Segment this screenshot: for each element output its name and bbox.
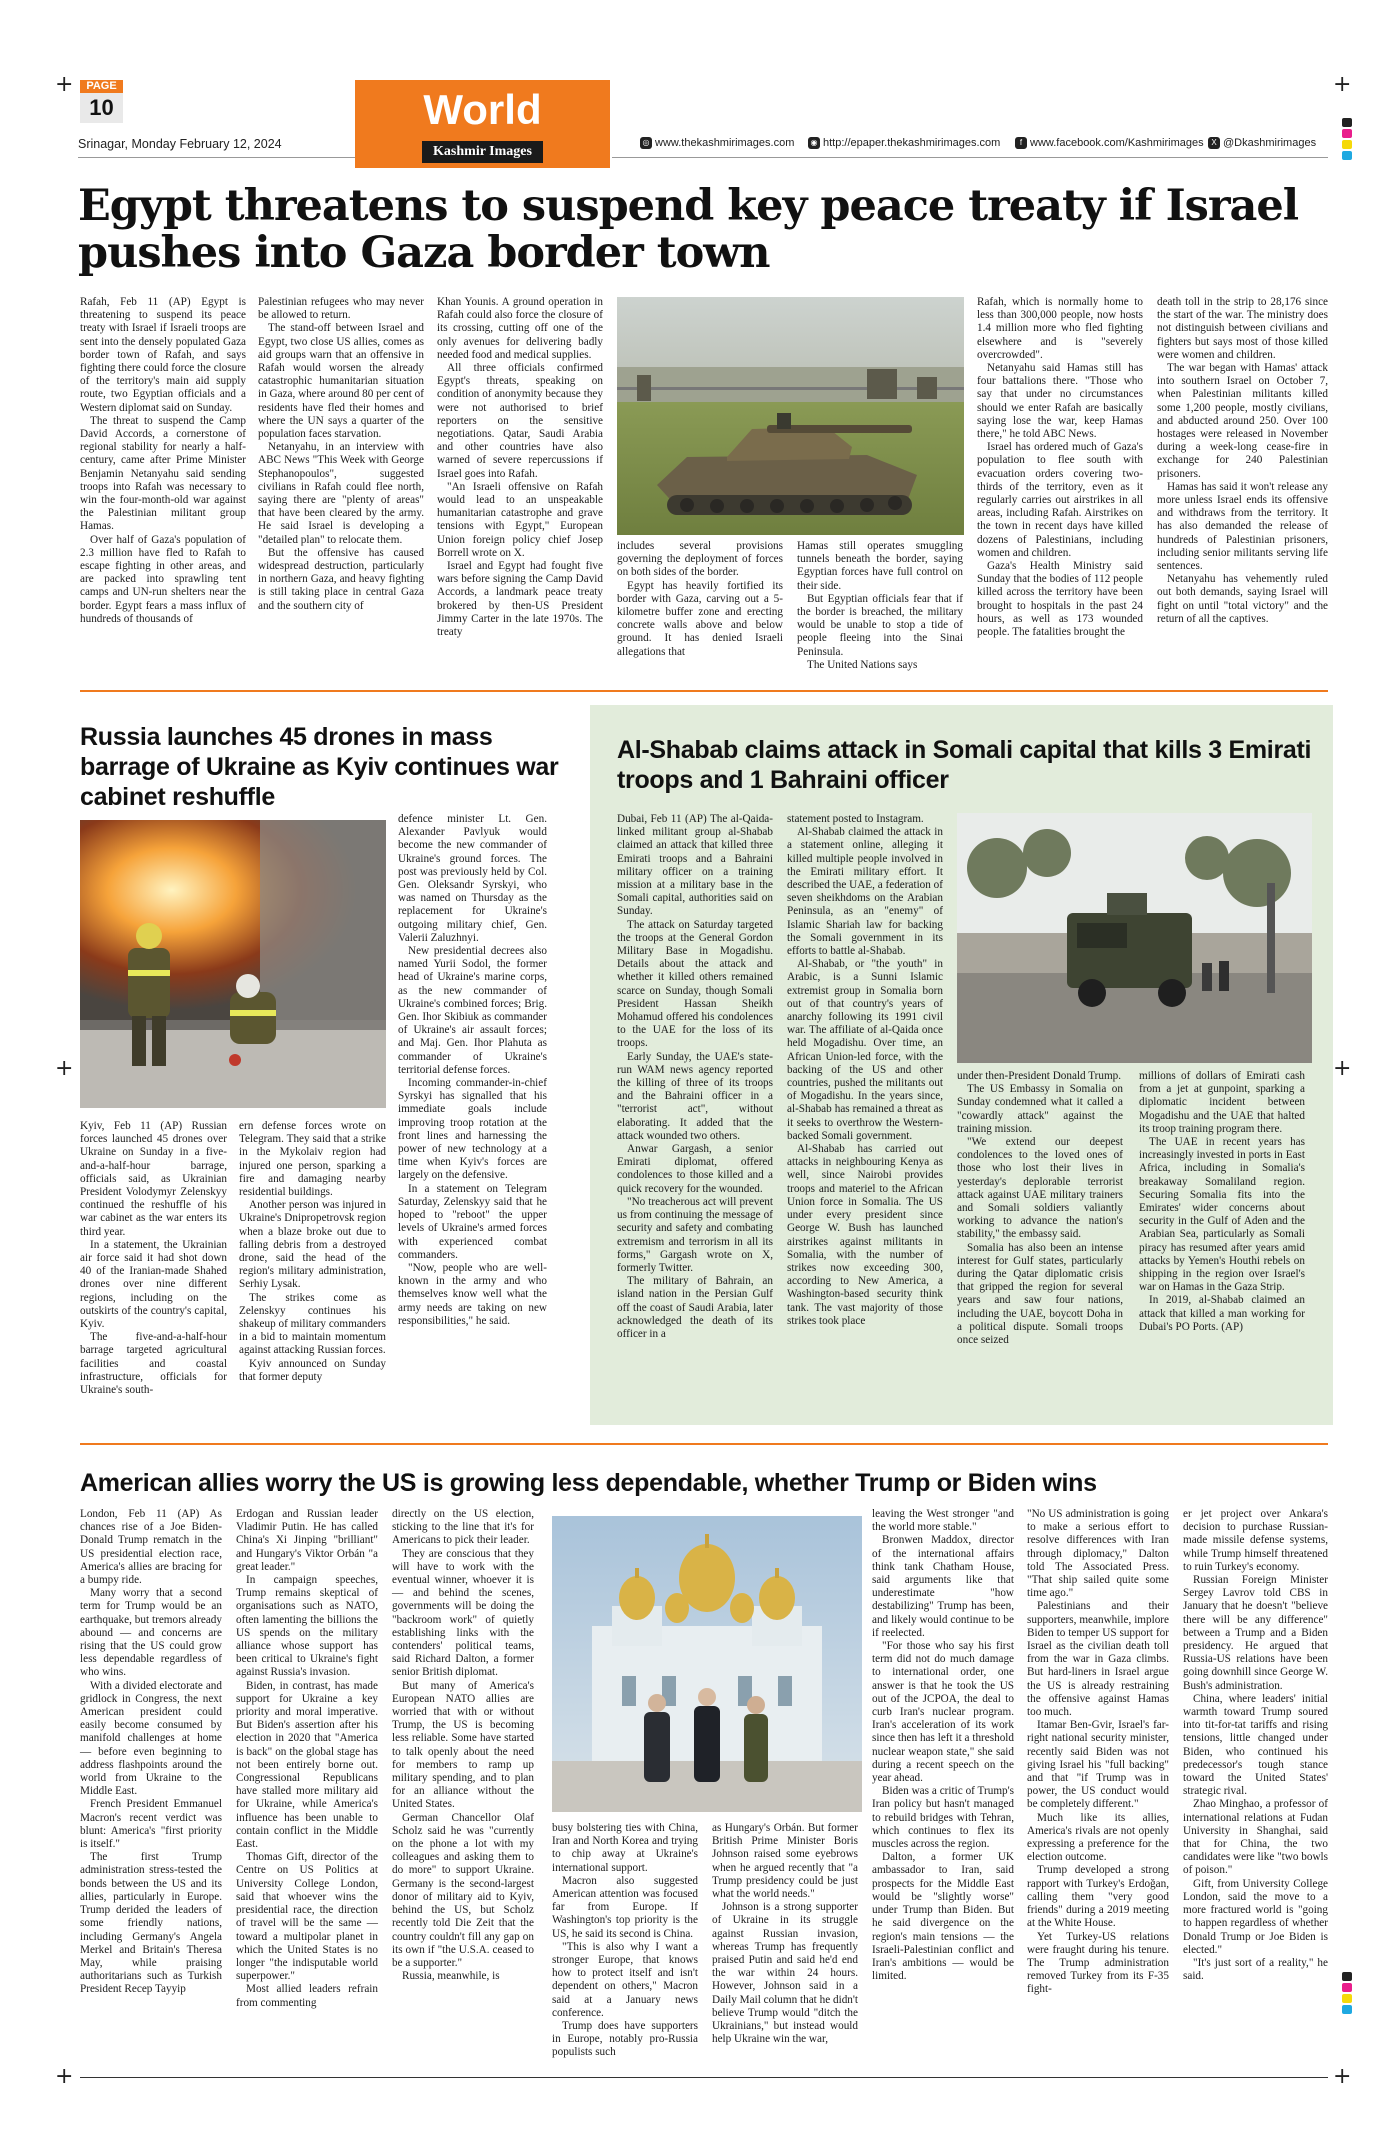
article-paragraph: Egypt has heavily fortified its border with Gaza, carving out a 5-kilometre buffer zone and erecting concrete walls above and below ground. It has denied Israeli allegations that: [617, 579, 783, 658]
article-paragraph: er jet project over Ankara's decision to purchase Russian-made missile defense systems, while Trump himself threatened to ruin Turkey's economy.: [1183, 1508, 1328, 1573]
black-swatch: [1342, 1972, 1352, 1981]
registration-mark-bottom-left: +: [55, 2064, 74, 2089]
article-paragraph: millions of dollars of Emirati cash from a jet at gunpoint, sparking a diplomatic incident between Mogadishu and the UAE that halted its troop training program there.: [1139, 1070, 1305, 1135]
article-paragraph: under then-President Donald Trump.: [957, 1070, 1122, 1082]
article-paragraph: "We extend our deepest condolences to the loved ones of those who lost their lives in yesterday's deplorable terrorist attack against UAE military trainers and Somali soldiers valiantly working to advance the nation's stability," the embassy said.: [957, 1136, 1123, 1241]
article-paragraph: "No US administration is going to make a serious effort to resolve differences with Iran through diplomacy," Dalton told The Associated Press. "That ship sailed quite some time ago.": [1027, 1508, 1169, 1600]
article-paragraph: leaving the West stronger "and the world more stable.": [872, 1508, 1014, 1534]
page-number: 10: [80, 93, 123, 123]
cyan-swatch: [1342, 151, 1352, 160]
section-flag: [355, 80, 610, 168]
article-paragraph: Dalton, a former UK ambassador to Iran, said prospects for the Middle East would be "slightly worse" under Trump than Biden. But he said divergence on the region's main tensions — the Israeli-Palestinian conflict and Iran's ambitions — would be limited.: [872, 1851, 1014, 1983]
color-bar-top: [1342, 118, 1352, 162]
article-paragraph: Early Sunday, the UAE's state-run WAM news agency reported the killing of three of its troops and the Bahraini officer in a "terrorist act", without elaborating. It added that the attack wounded two others.: [617, 1050, 773, 1142]
color-bar-bottom: [1342, 1972, 1352, 2016]
article-paragraph: "An Israeli offensive on Rafah would lead to an unspeakable humanitarian catastrophe and grave tensions with Egypt," European Union foreign policy chief Josep Borrell wrote on X.: [437, 480, 603, 559]
yellow-swatch: [1342, 140, 1352, 149]
usallies-col-2: [236, 1508, 378, 2061]
article-paragraph: In a statement on Telegram Saturday, Zelenskyy said that he hoped to "reboot" the upper levels of Ukraine's armed forces with experienced combat commanders.: [398, 1182, 547, 1261]
dateline: Srinagar, Monday February 12, 2024: [78, 137, 282, 151]
somalia-headline[interactable]: Al-Shabab claims attack in Somali capital that kills 3 Emirati troops and 1 Bahraini officer: [617, 736, 1312, 794]
cathedral-image: [552, 1516, 862, 1812]
registration-mark-top-left: +: [55, 72, 74, 97]
article-paragraph: Zhao Minghao, a professor of international relations at Fudan University in Shanghai, said that for China, the two candidates were like "two bowls of poison.": [1183, 1798, 1328, 1877]
article-paragraph: as Hungary's Orbán. But former British Prime Minister Boris Johnson raised some eyebrows when he argued recently that "a Trump presidency could be just what the world needs.": [712, 1822, 858, 1901]
article-paragraph: "Now, people who are well-known in the army and who themselves know well what the army needs are taking on new responsibilities," he said.: [398, 1261, 547, 1327]
instagram-icon: ◎: [640, 137, 652, 149]
egypt-headline[interactable]: Egypt threatens to suspend key peace treaty if Israel pushes into Gaza border town: [78, 181, 1299, 278]
link-x[interactable]: X @Dkashmirimages: [1208, 137, 1316, 149]
article-paragraph: Al-Shabab has carried out attacks in neighbouring Kenya as well, since Nairobi provides troops and materiel to the African Union force in Somalia. The US under every president since George W. Bush has launched airstrikes against militants in Somalia, with the number of strikes now exceeding 300, according to New America, a Washington-based security think tank. The vast majority of those strikes took place: [787, 1143, 943, 1327]
usallies-photo-cathedral: [552, 1516, 862, 1812]
leader-figures: [644, 1688, 768, 1782]
article-paragraph: With a divided electorate and gridlock in Congress, the next American president could easily become consumed by manifold challenges at home — before even beginning to address flashpoints around the world from Ukraine to the Middle East.: [80, 1679, 222, 1798]
masthead-rule: [78, 157, 355, 158]
egypt-col-4: [617, 540, 783, 658]
article-paragraph: Over half of Gaza's population of 2.3 million have fled to Rafah to escape fighting in other areas, and are packed into sprawling tent camps and UN-run shelters near the border. Egypt fears a mass influx of hundreds of thousands of: [80, 533, 246, 625]
somalia-col-3: [957, 1070, 1123, 1413]
section-name: World: [423, 86, 542, 133]
usallies-col-5: [712, 1822, 858, 2061]
article-paragraph: Dubai, Feb 11 (AP) The al-Qaida-linked militant group al-Shabab claimed an attack that killed three Emirati troops and a Bahraini military officer on a training mission at a military base in the Somali capital, authorities said on Sunday.: [617, 813, 773, 918]
tank-image: [617, 297, 964, 535]
article-paragraph: statement posted to Instagram.: [787, 813, 924, 825]
article-paragraph: In campaign speeches, Trump remains skeptical of organisations such as NATO, often lamenting the billions the US spends on the military alliance whose support has been critical to Ukraine's fight against Russia's invasion.: [236, 1574, 378, 1679]
article-paragraph: Palestinian refugees who may never be allowed to return.: [258, 296, 424, 322]
article-paragraph: New presidential decrees also named Yurii Sodol, the former head of Ukraine's marine corps, as the new commander of Ukraine's combined forces; Brig. Gen. Ihor Skibiuk as commander of Ukraine's air assault forces; and Maj. Gen. Ihor Plahuta as commander of Ukraine's territorial defense forces.: [398, 945, 547, 1076]
article-paragraph: Hamas has said it won't release any more unless Israel ends its offensive and withdraws from the territory. It has also demanded the release of hundreds of Palestinian prisoners, including senior militants serving life sentences.: [1157, 480, 1328, 573]
article-paragraph: Biden, in contrast, has made support for Ukraine a key priority and moral imperative. But Biden's assertion after his election in 2020 that "America is back" on the global stage has not been entirely borne out. Congressional Republicans have stalled more military aid for Ukraine, while America's influence has been unable to contain conflict in the Middle East.: [236, 1679, 378, 1851]
article-paragraph: Palestinians and their supporters, meanwhile, implore Biden to temper US support for Israel as the civilian death toll from the war in Gaza climbs. But hard-liners in Israel argue the US is already restraining the offensive against Hamas too much.: [1027, 1600, 1169, 1719]
article-paragraph: The five-and-a-half-hour barrage targeted agricultural facilities and coastal infrastructure, officials for Ukraine's south-: [80, 1331, 227, 1397]
article-paragraph: The first Trump administration stress-tested the bonds between the US and its allies, particularly in Europe. Trump derided the leaders of some friendly nations, including Germany's Angela Merkel and Britain's Theresa May, while praising authoritarians such as Turkish President Recep Tayyip: [80, 1851, 222, 1996]
page-number-box: [80, 80, 123, 123]
article-paragraph: Netanyahu said Hamas still has four battalions there. "Those who say that under no circumstances should we enter Rafah are basically saying lose the war, keep Hamas there," he told ABC News.: [977, 362, 1143, 441]
article-paragraph: Many worry that a second term for Trump would be an earthquake, but tremors already abound — and concerns are rising that the US could grow less dependable regardless of who wins.: [80, 1587, 222, 1679]
article-paragraph: Biden was a critic of Trump's Iran policy but hasn't managed to rebuild bridges with Tehran, which continues to flex its muscles across the region.: [872, 1785, 1014, 1851]
magenta-swatch: [1342, 129, 1352, 138]
article-paragraph: Another person was injured in Ukraine's Dnipropetrovsk region when a blaze broke out due to falling debris from a destroyed drone, said the head of the region's military administration, Serhiy Lysak.: [239, 1199, 386, 1291]
article-paragraph: includes several provisions governing the deployment of forces on both sides of the border.: [617, 540, 783, 579]
article-paragraph: Gift, from University College London, said the move to a more fractured world is "going to happen regardless of whether Donald Trump or Joe Biden is elected.": [1183, 1877, 1328, 1956]
russia-col-2: [239, 1120, 386, 1420]
usallies-col-8: [1183, 1508, 1328, 2061]
usallies-headline[interactable]: American allies worry the US is growing less dependable, whether Trump or Biden wins: [80, 1469, 1097, 1497]
usallies-col-6: [872, 1508, 1014, 2061]
egypt-col-2: [258, 296, 424, 633]
article-paragraph: Bronwen Maddox, director of the international affairs think tank Chatham House, said arguments like that underestimate "how destabilizing" Trump has been, and likely would continue to be if reelected.: [872, 1534, 1014, 1639]
egypt-col-7: [1157, 296, 1328, 633]
article-paragraph: In 2019, al-Shabab claimed an attack that killed a man working for Dubai's PO Ports. (AP): [1139, 1294, 1305, 1333]
article-paragraph: "No treacherous act will prevent us from continuing the message of security and safety and combating extremism and terrorism in all its forms," Gargash wrote on X, formerly Twitter.: [617, 1195, 773, 1274]
article-paragraph: The UAE in recent years has increasingly invested in ports in East Africa, including in Somalia's breakaway Somaliland region. Securing Somalia fits into the Emirates' wider concerns about security in the Gulf of Aden and the Arabian Sea, particularly as Somali piracy has resumed after years amid attacks by Yemen's Houthi rebels on shipping in the region over Israel's war on Hamas in the Gaza Strip.: [1139, 1136, 1305, 1294]
article-paragraph: But the offensive has caused widespread destruction, particularly in northern Gaza, and heavy fighting is still taking place in central Gaza and the southern city of: [258, 546, 424, 612]
somalia-col-4: [1139, 1070, 1305, 1413]
article-paragraph: Al-Shabab claimed the attack in a statement online, alleging it killed multiple people involved in the Emirati military effort. It described the UAE, a federation of seven sheikhdoms on the Arabian Peninsula, as an "enemy" of Islamic Shariah law for backing the Somali government in its efforts to battle al-Shabab.: [787, 826, 943, 958]
article-paragraph: "For those who say his first term did not do much damage to international order, one answer is that he took the US out of the JCPOA, the deal to curb Iran's nuclear program. Iran's acceleration of its work since then has left it a threshold nuclear weapon state," she said during a recent speech on the year ahead.: [872, 1640, 1014, 1785]
usallies-col-1: [80, 1508, 222, 2061]
link-website[interactable]: ◎ www.thekashmirimages.com: [640, 137, 794, 149]
article-paragraph: Netanyahu has vehemently ruled out both demands, saying Israel will fight on until "total victory" and the return of all the captives.: [1157, 573, 1328, 625]
article-paragraph: Erdogan and Russian leader Vladimir Putin. He has called China's Xi Jinping "brilliant" and Hungary's Viktor Orbán "a great leader.": [236, 1508, 378, 1573]
somalia-col-2: [787, 813, 943, 1413]
russia-col-1: [80, 1120, 227, 1420]
article-paragraph: Rafah, Feb 11 (AP) Egypt is threatening to suspend its peace treaty with Israel if Israeli troops are sent into the densely populated Gaza border town of Rafah, and says fighting there could force the closure of the territory's main aid supply route, two Egyptian officials and a Western diplomat said on Sunday.: [80, 296, 246, 414]
article-paragraph: Rafah, which is normally home to less than 300,000 people, now hosts 1.4 million more who fled fighting elsewhere and is "severely overcrowded".: [977, 296, 1143, 361]
article-paragraph: But many of America's European NATO allies are worried that with or without Trump, the US is becoming less reliable. Some have started to talk openly about the need for members to ramp up military spending, and to plan for an alliance without the United States.: [392, 1679, 534, 1811]
article-paragraph: "It's just sort of a reality," he said.: [1183, 1956, 1328, 1983]
somalia-photo-vehicle: [957, 813, 1312, 1063]
article-paragraph: Macron also suggested American attention was focused far from Europe. If Washington's top priority is the US, he said its second is China.: [552, 1874, 698, 1940]
web-icon: ◉: [808, 137, 820, 149]
article-paragraph: But Egyptian officials fear that if the border is breached, the military would be unable to stop a tide of people fleeing into the Sinai Peninsula.: [797, 592, 963, 658]
article-paragraph: Yet Turkey-US relations were fraught during his tenure. The Trump administration removed Turkey from its F-35 fight-: [1027, 1930, 1169, 1996]
black-swatch: [1342, 118, 1352, 127]
article-paragraph: China, where leaders' initial warmth toward Trump soured into tit-for-tat tariffs and rising tensions, little changed under Biden, who continued his predecessor's tough stance toward the United States' strategic rival.: [1183, 1692, 1328, 1798]
article-paragraph: Trump developed a strong rapport with Turkey's Erdoğan, calling them "very good friends" during a 2019 meeting at the White House.: [1027, 1864, 1169, 1930]
article-paragraph: The threat to suspend the Camp David Accords, a cornerstone of regional stability for nearly a half-century, came after Prime Minister Benjamin Netanyahu said sending troops into Rafah was necessary to win the four-month-old war against the Palestinian militant group Hamas.: [80, 414, 246, 533]
article-paragraph: The military of Bahrain, an island nation in the Persian Gulf off the coast of Saudi Arabia, later acknowledged the death of its officer in a: [617, 1275, 773, 1340]
article-paragraph: Incoming commander-in-chief Syrskyi has signalled that his immediate goals include improving troop rotation at the front lines and harnessing the power of new technology at a time when Kyiv's forces are largely on the defensive.: [398, 1077, 547, 1182]
article-paragraph: Al-Shabab, or "the youth" in Arabic, is a Sunni Islamic extremist group in Somalia born out of that country's years of anarchy following its 1991 civil war. The affiliate of al-Qaida once held Mogadishu. Over time, an African Union-led force, with the backing of the US and other countries, pushed the militants out of Mogadishu. In the years since, al-Shabab has remained a threat as it seeks to overthrow the Western-backed Somali government.: [787, 958, 943, 1142]
article-paragraph: The stand-off between Israel and Egypt, two close US allies, comes as aid groups warn that an offensive in Rafah would worsen the already catastrophic humanitarian situation in Gaza, where around 80 per cent of residents have fled their homes and where the UN says a quarter of the population faces starvation.: [258, 322, 424, 441]
russia-headline[interactable]: Russia launches 45 drones in mass barrage of Ukraine as Kyiv continues war cabinet reshuffle: [80, 723, 559, 811]
egypt-col-5: [797, 540, 963, 671]
article-paragraph: directly on the US election, sticking to the line that it's for Americans to pick their leader.: [392, 1508, 534, 1547]
bottom-rule: [80, 2077, 1328, 2078]
article-paragraph: Khan Younis. A ground operation in Rafah could also force the closure of its crossing, cutting off one of the only avenues for delivering badly needed food and medical supplies.: [437, 296, 603, 361]
article-paragraph: Kyiv announced on Sunday that former deputy: [239, 1357, 386, 1383]
article-paragraph: The United Nations says: [807, 658, 918, 671]
article-paragraph: Kyiv, Feb 11 (AP) Russian forces launched 45 drones over Ukraine on Sunday in a five-and-a-half-hour barrage, officials said, as Ukrainian President Volodymyr Zelenskyy continued the reshuffle of his war cabinet as the war enters its third year.: [80, 1120, 227, 1238]
registration-mark-top-right: +: [1333, 72, 1352, 97]
section-divider-2: [80, 1443, 1328, 1445]
somalia-col-1: [617, 813, 773, 1413]
article-paragraph: In a statement, the Ukrainian air force said it had shot down 40 of the Iranian-made Shahed drones over nine different regions, including on the outskirts of the country's capital, Kyiv.: [80, 1238, 227, 1331]
military-vehicle-image: [957, 813, 1312, 1063]
article-paragraph: Somalia has also been an intense interest for Gulf states, particularly during the Qatar diplomatic crisis that gripped the region for several years and saw four nations, including the UAE, boycott Doha in a political dispute. Somali troops once seized: [957, 1241, 1123, 1347]
x-icon: X: [1208, 137, 1220, 149]
article-paragraph: Hamas still operates smuggling tunnels beneath the border, saying Egyptian forces have full control on their side.: [797, 540, 963, 592]
magenta-swatch: [1342, 1983, 1352, 1992]
firefighters-image: [80, 820, 386, 1108]
article-paragraph: Thomas Gift, director of the Centre on US Politics at University College London, said that whoever wins the presidential race, the direction of travel will be the same — toward a multipolar planet in which the United States is no longer "the indisputable world superpower.": [236, 1851, 378, 1983]
article-paragraph: French President Emmanuel Macron's recent verdict was blunt: America's "first priority is itself.": [80, 1798, 222, 1851]
usallies-col-4: [552, 1822, 698, 2061]
article-paragraph: All three officials confirmed Egypt's threats, speaking on condition of anonymity because they were not authorised to brief reporters on the sensitive negotiations. Qatar, Saudi Arabia and other countries have also warned of severe repercussions if Israel goes into Rafah.: [437, 362, 603, 480]
article-paragraph: death toll in the strip to 28,176 since the start of the war. The ministry does not distinguish between civilians and fighters but says most of those killed were women and children.: [1157, 296, 1328, 361]
article-paragraph: Israel has ordered much of Gaza's population to flee south with evacuation orders covering two-thirds of the territory, even as it regularly carries out airstrikes in all areas, including Rafah. Airstrikes on the town in recent days have killed dozens of Palestinians, including women and children.: [977, 441, 1143, 559]
section-divider-1: [80, 690, 1328, 692]
article-paragraph: Israel and Egypt had fought five wars before signing the Camp David Accords, a landmark peace treaty brokered by then-US President Jimmy Carter in the late 1970s. The treaty: [437, 560, 603, 639]
facebook-icon: f: [1015, 137, 1027, 149]
russia-photo-fire: [80, 820, 386, 1108]
registration-mark-mid-right: +: [1333, 1056, 1352, 1081]
registration-mark-mid-left: +: [55, 1056, 74, 1081]
article-paragraph: The war began with Hamas' attack into southern Israel on October 7, when Palestinian militants killed some 1,200 people, mostly civilians, and abducted around 250. Over 100 hostages were released in November during a week-long cease-fire in exchange for 240 Palestinian prisoners.: [1157, 362, 1328, 480]
article-paragraph: busy bolstering ties with China, Iran and North Korea and trying to chip away at Ukraine's international support.: [552, 1822, 698, 1874]
article-paragraph: ern defense forces wrote on Telegram. They said that a strike in the Mykolaiv region had injured one person, sparking a fire and damaging nearby residential buildings.: [239, 1120, 386, 1199]
brand-name: Kashmir Images: [422, 141, 543, 163]
article-paragraph: Gaza's Health Ministry said Sunday that the bodies of 112 people killed across the territory have been brought to hospitals in the past 24 hours, as well as 173 wounded people. The fatalities brought the: [977, 560, 1143, 639]
cyan-swatch: [1342, 2005, 1352, 2014]
article-paragraph: "This is also why I want a stronger Europe, that knows how to protect itself and isn't dependent on others," Macron said at a January news conference.: [552, 1940, 698, 2019]
egypt-col-3: [437, 296, 603, 639]
article-paragraph: Most allied leaders refrain from commenting: [236, 1983, 378, 2009]
article-paragraph: defence minister Lt. Gen. Alexander Pavlyuk would become the new commander of Ukraine's ground forces. The post was previously held by Col. Gen. Oleksandr Syrskyi, who was named on Thursday as the replacement for Ukraine's outgoing military chief, Gen. Valerii Zaluzhnyi.: [398, 813, 547, 944]
article-paragraph: Much like its allies, America's rivals are not openly expressing a preference for the election outcome.: [1027, 1811, 1169, 1864]
egypt-photo-tank: [617, 297, 964, 535]
usallies-col-3: [392, 1508, 534, 2061]
article-paragraph: The strikes come as Zelenskyy continues his shakeup of military commanders in a bid to maintain momentum against attacking Russian forces.: [239, 1291, 386, 1357]
article-paragraph: Netanyahu, in an interview with ABC News "This Week with George Stephanopoulos", suggested civilians in Rafah could flee north, saying there are "plenty of areas" that have been cleared by the army. He said Israel is developing a "detailed plan" to relocate them.: [258, 441, 424, 546]
russia-col-3: [398, 813, 547, 1420]
link-facebook[interactable]: f www.facebook.com/Kashmirimages: [1015, 137, 1204, 149]
article-paragraph: Russian Foreign Minister Sergey Lavrov told CBS in January that he doesn't "believe there will be any difference" between a Trump and a Biden presidency. He argued that Russia-US relations have been going downhill since George W. Bush's administration.: [1183, 1574, 1328, 1692]
article-paragraph: Itamar Ben-Gvir, Israel's far-right national security minister, recently said Biden was not giving Israel his "full backing" and that "if Trump was in power, the US conduct would be completely different.": [1027, 1719, 1169, 1811]
registration-mark-bottom-right: +: [1333, 2064, 1352, 2089]
masthead-rule-right: [612, 157, 1328, 158]
article-paragraph: The US Embassy in Somalia on Sunday condemned what it called a "cowardly attack" against the training mission.: [957, 1083, 1123, 1135]
egypt-col-1: [80, 296, 246, 633]
article-paragraph: The attack on Saturday targeted the troops at the General Gordon Military Base in Mogadishu. Details about the attack and whether it killed others remained scarce on Sunday, though Somali President Hassan Sheikh Mohamud offered his condolences to the UAE for the loss of its troops.: [617, 918, 773, 1050]
yellow-swatch: [1342, 1994, 1352, 2003]
article-paragraph: Russia, meanwhile, is: [402, 1970, 500, 1983]
article-paragraph: Anwar Gargash, a senior Emirati diplomat, offered condolences to those killed and a quick recovery for the wounded.: [617, 1143, 773, 1195]
usallies-col-7: [1027, 1508, 1169, 2061]
article-paragraph: Johnson is a strong supporter of Ukraine in its struggle against Russian invasion, whereas Trump has frequently praised Putin and said he'd end the war within 24 hours. However, Johnson said in a Daily Mail column that he didn't believe Trump would "ditch the Ukrainians," but instead would help Ukraine win the war,: [712, 1901, 858, 2046]
page-label: PAGE: [80, 80, 123, 93]
article-paragraph: London, Feb 11 (AP) As chances rise of a Joe Biden-Donald Trump rematch in the US presidential election race, America's allies are bracing for a bumpy ride.: [80, 1508, 222, 1587]
article-paragraph: Trump does have supporters in Europe, notably pro-Russia populists such: [552, 2020, 698, 2059]
link-epaper[interactable]: ◉ http://epaper.thekashmirimages.com: [808, 137, 1000, 149]
egypt-col-6: [977, 296, 1143, 639]
article-paragraph: German Chancellor Olaf Scholz said he was "currently on the phone a lot with my colleagues and asking them to do more" to support Ukraine. Germany is the second-largest donor of military aid to Kyiv, behind the US, but Scholz recently told Die Zeit that the country couldn't fill any gap on its own if "the U.S.A. ceased to be a supporter.": [392, 1811, 534, 1969]
article-paragraph: They are conscious that they will have to work with the eventual winner, whoever it is — and behind the scenes, governments will be doing the "backroom work" of quietly establishing links with the contenders' political teams, said Richard Dalton, a former senior British diplomat.: [392, 1547, 534, 1679]
